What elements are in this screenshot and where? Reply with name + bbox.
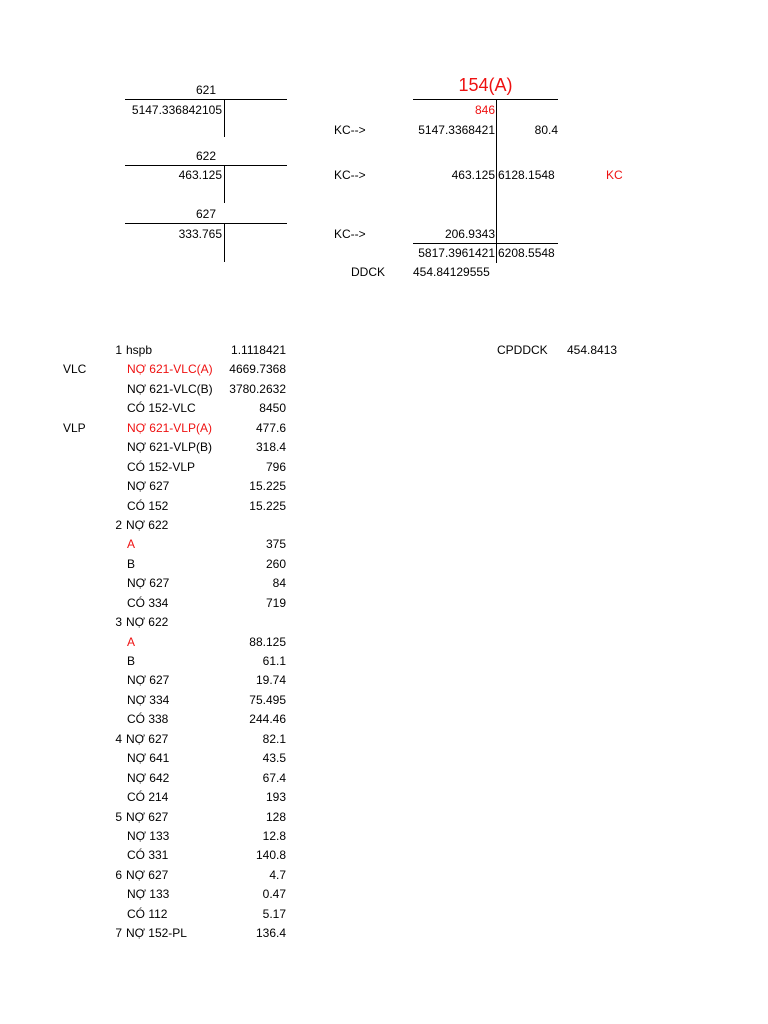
entry-account: NỢ 621-VLP(B)	[127, 440, 212, 454]
entry-account: NỢ 621-VLC(A)	[127, 362, 213, 376]
ddck-value: 454.84129555	[413, 265, 490, 279]
entry-number: 1	[115, 343, 122, 357]
t-account-154a-debit: 463.125	[451, 168, 495, 182]
t-account-621-vline	[224, 99, 225, 137]
t-account-627-debit: 333.765	[178, 227, 222, 241]
t-account-154a-credit: 6128.1548	[498, 168, 555, 182]
t-account-621-title: 621	[195, 83, 217, 97]
t-account-154a-debit: 206.9343	[444, 227, 495, 241]
t-account-622-hline	[125, 165, 287, 166]
entry-account: NỢ 627	[126, 868, 169, 882]
entry-account: CÓ 338	[127, 712, 169, 726]
entry-account: NỢ 133	[127, 887, 170, 901]
t-account-154a-vline	[496, 99, 497, 263]
entry-account: CÓ 112	[127, 907, 168, 921]
entry-account: NỢ 621-VLC(B)	[127, 382, 213, 396]
entry-amount: 12.8	[262, 829, 286, 843]
entry-amount: 719	[265, 596, 286, 610]
entry-amount: 84	[272, 576, 286, 590]
entry-amount: 19.74	[255, 673, 286, 687]
entry-number: 6	[115, 868, 122, 882]
entry-amount: 15.225	[249, 479, 286, 493]
t-account-621-debit: 5147.336842105	[131, 103, 222, 117]
entry-number: 4	[115, 732, 122, 746]
entry-number: 3	[115, 615, 122, 629]
t-account-154a-debit: 5147.3368421	[418, 123, 495, 137]
entry-account: NỢ 641	[127, 751, 170, 765]
entry-number: 7	[115, 926, 122, 940]
entry-account: A	[127, 537, 136, 551]
t-account-627-vline	[224, 223, 225, 262]
entry-amount: 61.1	[262, 654, 286, 668]
entry-amount: 67.4	[262, 771, 286, 785]
kc-arrow-label: KC-->	[334, 123, 366, 137]
entry-account: CÓ 214	[127, 790, 169, 804]
entry-account: B	[127, 654, 136, 668]
entry-amount: 4.7	[269, 868, 286, 882]
entry-amount: 1.1118421	[231, 343, 286, 357]
t-account-622-vline	[224, 165, 225, 203]
cpddck-value: 454.8413	[567, 343, 618, 357]
t-account-627-title: 627	[195, 207, 217, 221]
entry-amount: 15.225	[249, 499, 286, 513]
entry-amount: 88.125	[249, 635, 286, 649]
t-account-154a-total-line	[413, 243, 558, 244]
t-account-154a-title: 154(A)	[458, 75, 513, 95]
entry-account: CÓ 152	[127, 499, 169, 513]
cost-type-label: VLC	[63, 362, 87, 376]
entry-amount: 477.6	[255, 421, 286, 435]
ddck-label: DDCK	[351, 265, 386, 279]
entry-account: NỢ 627	[126, 732, 169, 746]
t-account-627-hline	[125, 223, 287, 224]
entry-account: NỢ 152-PL	[126, 926, 187, 940]
kc-arrow-label: KC-->	[334, 227, 366, 241]
entry-amount: 0.47	[262, 887, 286, 901]
entry-account: NỢ 621-VLP(A)	[127, 421, 212, 435]
entry-amount: 796	[265, 460, 286, 474]
entry-account: B	[127, 557, 136, 571]
entry-account: hspb	[126, 343, 153, 357]
t-account-154a-total-debit: 5817.3961421	[418, 246, 495, 260]
entry-amount: 82.1	[262, 732, 286, 746]
entry-account: NỢ 627	[127, 479, 170, 493]
entry-account: CÓ 152-VLC	[127, 401, 196, 415]
t-account-154a-credit: 80.4	[534, 123, 558, 137]
entry-amount: 375	[265, 537, 286, 551]
cost-type-label: VLP	[63, 421, 86, 435]
entry-account: NỢ 622	[126, 518, 169, 532]
entry-amount: 8450	[259, 401, 286, 415]
entry-amount: 244.46	[249, 712, 286, 726]
entry-amount: 43.5	[262, 751, 286, 765]
entry-account: CÓ 152-VLP	[127, 460, 196, 474]
entry-number: 5	[115, 810, 122, 824]
entry-amount: 4669.7368	[229, 362, 286, 376]
t-account-154a-opening: 846	[474, 103, 495, 117]
entry-account: NỢ 622	[126, 615, 169, 629]
entry-account: NỢ 627	[127, 673, 170, 687]
cpddck-label: CPDDCK	[497, 343, 548, 357]
entry-amount: 193	[265, 790, 286, 804]
entry-account: CÓ 331	[127, 848, 169, 862]
entry-account: A	[127, 635, 136, 649]
t-account-621-hline	[125, 99, 287, 100]
entry-amount: 3780.2632	[229, 382, 286, 396]
entry-amount: 75.495	[249, 693, 286, 707]
entry-amount: 260	[265, 557, 286, 571]
entry-account: NỢ 627	[126, 810, 169, 824]
t-account-622-title: 622	[195, 149, 217, 163]
kc-red-label: KC	[606, 168, 623, 182]
kc-arrow-label: KC-->	[334, 168, 366, 182]
entry-account: NỢ 642	[127, 771, 170, 785]
entry-amount: 140.8	[255, 848, 286, 862]
entry-account: NỢ 133	[127, 829, 170, 843]
entry-amount: 5.17	[262, 907, 286, 921]
t-account-154a-hline	[413, 99, 558, 100]
entry-amount: 136.4	[255, 926, 286, 940]
entry-account: NỢ 627	[127, 576, 170, 590]
entry-account: NỢ 334	[127, 693, 170, 707]
entry-number: 2	[115, 518, 122, 532]
t-account-622-debit: 463.125	[178, 168, 222, 182]
entry-account: CÓ 334	[127, 596, 169, 610]
t-account-154a-total-credit: 6208.5548	[498, 246, 555, 260]
entry-amount: 128	[265, 810, 286, 824]
entry-amount: 318.4	[255, 440, 286, 454]
